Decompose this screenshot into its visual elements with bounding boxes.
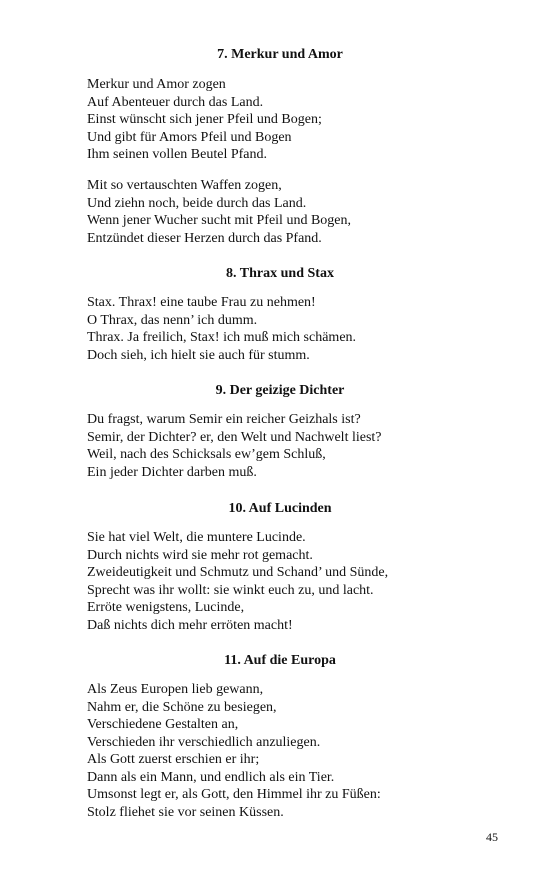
stanza <box>87 177 351 247</box>
verse-line: Einst wünscht sich jener Pfeil und Bogen; <box>87 112 322 127</box>
verse-line: Stax. Thrax! eine taube Frau zu nehmen! <box>87 295 316 310</box>
verse-line: Mit so vertauschten Waffen zogen, <box>87 178 282 193</box>
poem-title: 11. Auf die Europa <box>224 653 336 668</box>
page-number: 45 <box>486 830 498 844</box>
verse-line: Als Gott zuerst erschien er ihr; <box>87 752 260 767</box>
verse-line: Wenn jener Wucher sucht mit Pfeil und Bogen, <box>87 213 351 228</box>
verse-line: Erröte wenigstens, Lucinde, <box>87 600 245 615</box>
poem-title: 8. Thrax und Stax <box>226 266 334 281</box>
verse-line: Semir, der Dichter? er, den Welt und Nachwelt liest? <box>87 429 382 445</box>
verse-line: Als Zeus Europen lieb gewann, <box>87 682 264 697</box>
verse-line: Weil, nach des Schicksals ew’gem Schluß, <box>87 447 326 462</box>
verse-line: Daß nichts dich mehr erröten macht! <box>87 617 293 633</box>
verse-line: Dann als ein Mann, und endlich als ein Tier. <box>87 769 335 785</box>
verse-line: Nahm er, die Schöne zu besiegen, <box>87 699 277 715</box>
verse-line: Merkur und Amor zogen <box>87 77 226 92</box>
verse-line: Stolz fliehet sie vor seinen Küssen. <box>87 804 284 820</box>
poem-title: 10. Auf Lucinden <box>228 501 332 516</box>
verse-line: Sprecht was ihr wollt: sie winkt euch zu, und lacht. <box>87 582 374 598</box>
verse-line: Verschiedene Gestalten an, <box>87 717 239 732</box>
verse-line: Zweideutigkeit und Schmutz und Schand’ und Sünde, <box>87 565 389 580</box>
verse-line: Verschieden ihr verschiedlich anzuliegen. <box>87 734 321 750</box>
stanza <box>87 681 381 821</box>
poem-title: 7. Merkur und Amor <box>217 47 343 62</box>
verse-line: Ein jeder Dichter darben muß. <box>87 464 257 480</box>
verse-line: Du fragst, warum Semir ein reicher Geizhals ist? <box>87 412 361 427</box>
poem-title: 9. Der geizige Dichter <box>215 383 345 398</box>
verse-line: Durch nichts wird sie mehr rot gemacht. <box>87 547 313 563</box>
stanza <box>87 529 388 634</box>
verse-line: Thrax. Ja freilich, Stax! ich muß mich schämen. <box>87 330 357 345</box>
verse-line: Auf Abenteuer durch das Land. <box>87 94 264 110</box>
verse-line: Und ziehn noch, beide durch das Land. <box>87 195 307 211</box>
verse-line: Entzündet dieser Herzen durch das Pfand. <box>87 230 322 246</box>
stanza <box>87 76 322 164</box>
verse-line: Doch sieh, ich hielt sie auch für stumm. <box>87 347 310 363</box>
verse-line: Sie hat viel Welt, die muntere Lucinde. <box>87 530 306 545</box>
stanza <box>87 294 356 364</box>
verse-line: Ihm seinen vollen Beutel Pfand. <box>87 147 268 162</box>
verse-line: Umsonst legt er, als Gott, den Himmel ihr zu Füßen: <box>87 787 381 802</box>
verse-line: O Thrax, das nenn’ ich dumm. <box>87 312 258 328</box>
verse-line: Und gibt für Amors Pfeil und Bogen <box>87 129 292 145</box>
stanza <box>87 411 382 481</box>
